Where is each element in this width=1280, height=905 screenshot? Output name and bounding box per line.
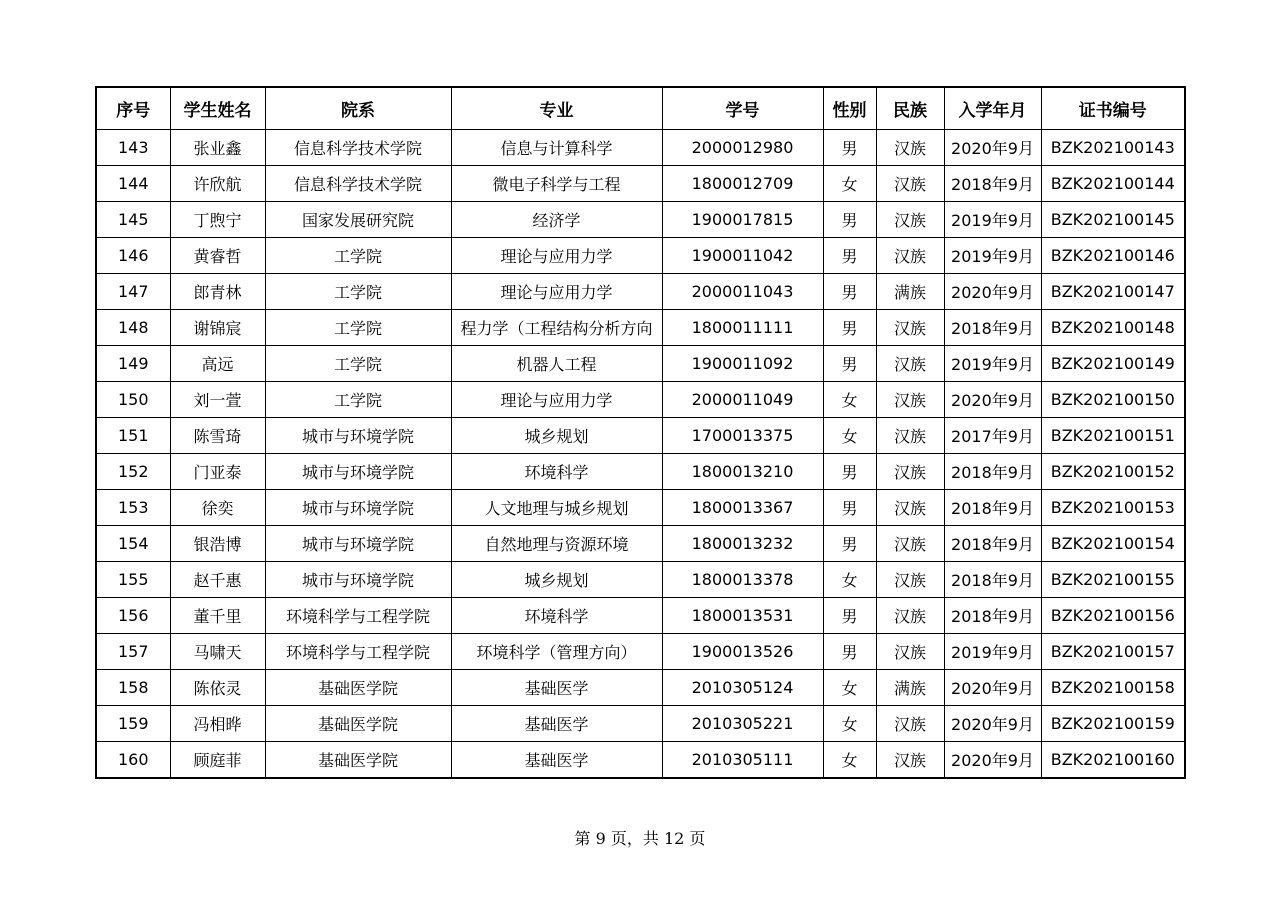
table-row — [96, 598, 1185, 634]
cell-name: 陈依灵 — [170, 670, 265, 706]
table-row — [96, 418, 1185, 454]
cell-name: 许欣航 — [170, 166, 265, 202]
cell-enrollment: 2020年9月 — [944, 670, 1041, 706]
cell-seq: 144 — [96, 166, 170, 202]
table-row — [96, 382, 1185, 418]
cell-student-id: 1800012709 — [662, 166, 823, 202]
table-row — [96, 670, 1185, 706]
cell-gender: 女 — [823, 562, 876, 598]
cell-name: 赵千惠 — [170, 562, 265, 598]
cell-seq: 150 — [96, 382, 170, 418]
cell-ethnicity: 汉族 — [876, 202, 944, 238]
cell-enrollment: 2018年9月 — [944, 310, 1041, 346]
cell-enrollment: 2019年9月 — [944, 346, 1041, 382]
cell-major: 基础医学 — [451, 670, 662, 706]
cell-department: 城市与环境学院 — [265, 490, 451, 526]
cell-ethnicity: 汉族 — [876, 562, 944, 598]
cell-major: 自然地理与资源环境 — [451, 526, 662, 562]
header-enrollment: 入学年月 — [944, 87, 1041, 130]
cell-student-id: 1800013210 — [662, 454, 823, 490]
cell-enrollment: 2019年9月 — [944, 634, 1041, 670]
cell-student-id: 2010305221 — [662, 706, 823, 742]
header-department: 院系 — [265, 87, 451, 130]
cell-student-id: 2000011043 — [662, 274, 823, 310]
cell-student-id: 1900017815 — [662, 202, 823, 238]
cell-department: 基础医学院 — [265, 670, 451, 706]
cell-ethnicity: 汉族 — [876, 238, 944, 274]
cell-major: 基础医学 — [451, 706, 662, 742]
header-major: 专业 — [451, 87, 662, 130]
table-row — [96, 238, 1185, 274]
cell-enrollment: 2017年9月 — [944, 418, 1041, 454]
cell-certificate-no: BZK202100149 — [1041, 346, 1185, 382]
cell-gender: 男 — [823, 598, 876, 634]
cell-seq: 158 — [96, 670, 170, 706]
cell-enrollment: 2020年9月 — [944, 742, 1041, 779]
cell-department: 工学院 — [265, 310, 451, 346]
cell-major: 微电子科学与工程 — [451, 166, 662, 202]
cell-certificate-no: BZK202100155 — [1041, 562, 1185, 598]
cell-department: 基础医学院 — [265, 742, 451, 779]
cell-gender: 男 — [823, 454, 876, 490]
table-row — [96, 490, 1185, 526]
cell-major: 理论与应用力学 — [451, 238, 662, 274]
cell-major: 环境科学（管理方向） — [451, 634, 662, 670]
cell-major: 理论与应用力学 — [451, 382, 662, 418]
page-footer: 第 9 页，共 12 页 — [574, 829, 706, 848]
cell-certificate-no: BZK202100144 — [1041, 166, 1185, 202]
cell-seq: 159 — [96, 706, 170, 742]
header-certificate-no: 证书编号 — [1041, 87, 1185, 130]
cell-student-id: 2000012980 — [662, 130, 823, 166]
cell-ethnicity: 汉族 — [876, 742, 944, 779]
cell-enrollment: 2018年9月 — [944, 166, 1041, 202]
cell-seq: 157 — [96, 634, 170, 670]
cell-seq: 154 — [96, 526, 170, 562]
cell-student-id: 1900013526 — [662, 634, 823, 670]
cell-major: 机器人工程 — [451, 346, 662, 382]
cell-student-id: 1700013375 — [662, 418, 823, 454]
cell-ethnicity: 汉族 — [876, 598, 944, 634]
cell-student-id: 1900011092 — [662, 346, 823, 382]
cell-certificate-no: BZK202100145 — [1041, 202, 1185, 238]
cell-name: 徐奕 — [170, 490, 265, 526]
header-gender: 性别 — [823, 87, 876, 130]
table-row — [96, 562, 1185, 598]
cell-ethnicity: 满族 — [876, 670, 944, 706]
cell-student-id: 1900011042 — [662, 238, 823, 274]
cell-certificate-no: BZK202100150 — [1041, 382, 1185, 418]
cell-enrollment: 2018年9月 — [944, 454, 1041, 490]
cell-enrollment: 2019年9月 — [944, 202, 1041, 238]
cell-name: 冯相晔 — [170, 706, 265, 742]
cell-gender: 女 — [823, 418, 876, 454]
cell-ethnicity: 满族 — [876, 274, 944, 310]
cell-name: 马啸天 — [170, 634, 265, 670]
cell-seq: 143 — [96, 130, 170, 166]
cell-gender: 女 — [823, 706, 876, 742]
cell-name: 谢锦宸 — [170, 310, 265, 346]
cell-seq: 160 — [96, 742, 170, 779]
cell-name: 顾庭菲 — [170, 742, 265, 779]
cell-student-id: 2010305111 — [662, 742, 823, 779]
table-row — [96, 526, 1185, 562]
cell-enrollment: 2018年9月 — [944, 490, 1041, 526]
cell-student-id: 1800013531 — [662, 598, 823, 634]
cell-major: 理论与应用力学 — [451, 274, 662, 310]
cell-gender: 男 — [823, 202, 876, 238]
cell-gender: 男 — [823, 130, 876, 166]
cell-gender: 男 — [823, 526, 876, 562]
table-row — [96, 742, 1185, 779]
cell-name: 郎青林 — [170, 274, 265, 310]
cell-certificate-no: BZK202100157 — [1041, 634, 1185, 670]
header-ethnicity: 民族 — [876, 87, 944, 130]
table-row — [96, 634, 1185, 670]
student-certificate-table — [95, 86, 1186, 779]
cell-certificate-no: BZK202100160 — [1041, 742, 1185, 779]
cell-department: 基础医学院 — [265, 706, 451, 742]
cell-seq: 155 — [96, 562, 170, 598]
cell-department: 工学院 — [265, 274, 451, 310]
cell-major: 人文地理与城乡规划 — [451, 490, 662, 526]
cell-department: 工学院 — [265, 382, 451, 418]
cell-name: 陈雪琦 — [170, 418, 265, 454]
cell-major: 经济学 — [451, 202, 662, 238]
cell-major: 环境科学 — [451, 598, 662, 634]
cell-department: 城市与环境学院 — [265, 562, 451, 598]
cell-department: 工学院 — [265, 238, 451, 274]
cell-department: 工学院 — [265, 346, 451, 382]
cell-certificate-no: BZK202100156 — [1041, 598, 1185, 634]
cell-department: 城市与环境学院 — [265, 454, 451, 490]
cell-ethnicity: 汉族 — [876, 418, 944, 454]
header-name: 学生姓名 — [170, 87, 265, 130]
cell-student-id: 2000011049 — [662, 382, 823, 418]
cell-gender: 女 — [823, 742, 876, 779]
cell-seq: 149 — [96, 346, 170, 382]
table-row — [96, 706, 1185, 742]
table-row — [96, 166, 1185, 202]
cell-ethnicity: 汉族 — [876, 490, 944, 526]
cell-enrollment: 2020年9月 — [944, 130, 1041, 166]
cell-seq: 146 — [96, 238, 170, 274]
cell-gender: 女 — [823, 166, 876, 202]
cell-seq: 152 — [96, 454, 170, 490]
cell-ethnicity: 汉族 — [876, 706, 944, 742]
cell-enrollment: 2020年9月 — [944, 706, 1041, 742]
cell-student-id: 2010305124 — [662, 670, 823, 706]
table-row — [96, 130, 1185, 166]
table-row — [96, 202, 1185, 238]
cell-major: 信息与计算科学 — [451, 130, 662, 166]
cell-certificate-no: BZK202100153 — [1041, 490, 1185, 526]
cell-department: 环境科学与工程学院 — [265, 634, 451, 670]
table-row — [96, 310, 1185, 346]
cell-certificate-no: BZK202100159 — [1041, 706, 1185, 742]
cell-gender: 男 — [823, 238, 876, 274]
cell-ethnicity: 汉族 — [876, 346, 944, 382]
cell-department: 信息科学技术学院 — [265, 166, 451, 202]
cell-major: 城乡规划 — [451, 562, 662, 598]
cell-certificate-no: BZK202100151 — [1041, 418, 1185, 454]
cell-ethnicity: 汉族 — [876, 634, 944, 670]
cell-name: 黄睿哲 — [170, 238, 265, 274]
cell-gender: 女 — [823, 670, 876, 706]
table-row — [96, 346, 1185, 382]
cell-gender: 男 — [823, 634, 876, 670]
cell-student-id: 1800011111 — [662, 310, 823, 346]
table-row — [96, 454, 1185, 490]
cell-ethnicity: 汉族 — [876, 382, 944, 418]
cell-certificate-no: BZK202100147 — [1041, 274, 1185, 310]
cell-enrollment: 2018年9月 — [944, 562, 1041, 598]
cell-certificate-no: BZK202100158 — [1041, 670, 1185, 706]
cell-department: 城市与环境学院 — [265, 418, 451, 454]
cell-seq: 151 — [96, 418, 170, 454]
cell-gender: 男 — [823, 490, 876, 526]
cell-gender: 男 — [823, 310, 876, 346]
cell-ethnicity: 汉族 — [876, 454, 944, 490]
cell-department: 信息科学技术学院 — [265, 130, 451, 166]
cell-certificate-no: BZK202100143 — [1041, 130, 1185, 166]
cell-gender: 男 — [823, 274, 876, 310]
cell-seq: 147 — [96, 274, 170, 310]
cell-certificate-no: BZK202100154 — [1041, 526, 1185, 562]
cell-ethnicity: 汉族 — [876, 130, 944, 166]
cell-certificate-no: BZK202100152 — [1041, 454, 1185, 490]
cell-major: 环境科学 — [451, 454, 662, 490]
cell-enrollment: 2020年9月 — [944, 274, 1041, 310]
cell-name: 丁煦宁 — [170, 202, 265, 238]
cell-student-id: 1800013367 — [662, 490, 823, 526]
cell-ethnicity: 汉族 — [876, 526, 944, 562]
cell-department: 国家发展研究院 — [265, 202, 451, 238]
cell-gender: 男 — [823, 346, 876, 382]
cell-enrollment: 2019年9月 — [944, 238, 1041, 274]
cell-seq: 156 — [96, 598, 170, 634]
cell-name: 刘一萱 — [170, 382, 265, 418]
header-seq: 序号 — [96, 87, 170, 130]
cell-name: 董千里 — [170, 598, 265, 634]
cell-name: 门亚泰 — [170, 454, 265, 490]
table-header-row — [96, 87, 1185, 130]
cell-name: 高远 — [170, 346, 265, 382]
cell-enrollment: 2018年9月 — [944, 598, 1041, 634]
cell-department: 城市与环境学院 — [265, 526, 451, 562]
cell-enrollment: 2020年9月 — [944, 382, 1041, 418]
cell-seq: 153 — [96, 490, 170, 526]
cell-gender: 女 — [823, 382, 876, 418]
cell-certificate-no: BZK202100148 — [1041, 310, 1185, 346]
table-row — [96, 274, 1185, 310]
cell-name: 张业鑫 — [170, 130, 265, 166]
cell-student-id: 1800013232 — [662, 526, 823, 562]
cell-certificate-no: BZK202100146 — [1041, 238, 1185, 274]
cell-ethnicity: 汉族 — [876, 310, 944, 346]
cell-ethnicity: 汉族 — [876, 166, 944, 202]
cell-major: 基础医学 — [451, 742, 662, 779]
cell-enrollment: 2018年9月 — [944, 526, 1041, 562]
table-body — [96, 130, 1185, 779]
cell-seq: 145 — [96, 202, 170, 238]
cell-major: 城乡规划 — [451, 418, 662, 454]
cell-department: 环境科学与工程学院 — [265, 598, 451, 634]
cell-student-id: 1800013378 — [662, 562, 823, 598]
header-student-id: 学号 — [662, 87, 823, 130]
cell-major: 程力学（工程结构分析方向 — [451, 310, 662, 346]
cell-seq: 148 — [96, 310, 170, 346]
cell-name: 银浩博 — [170, 526, 265, 562]
